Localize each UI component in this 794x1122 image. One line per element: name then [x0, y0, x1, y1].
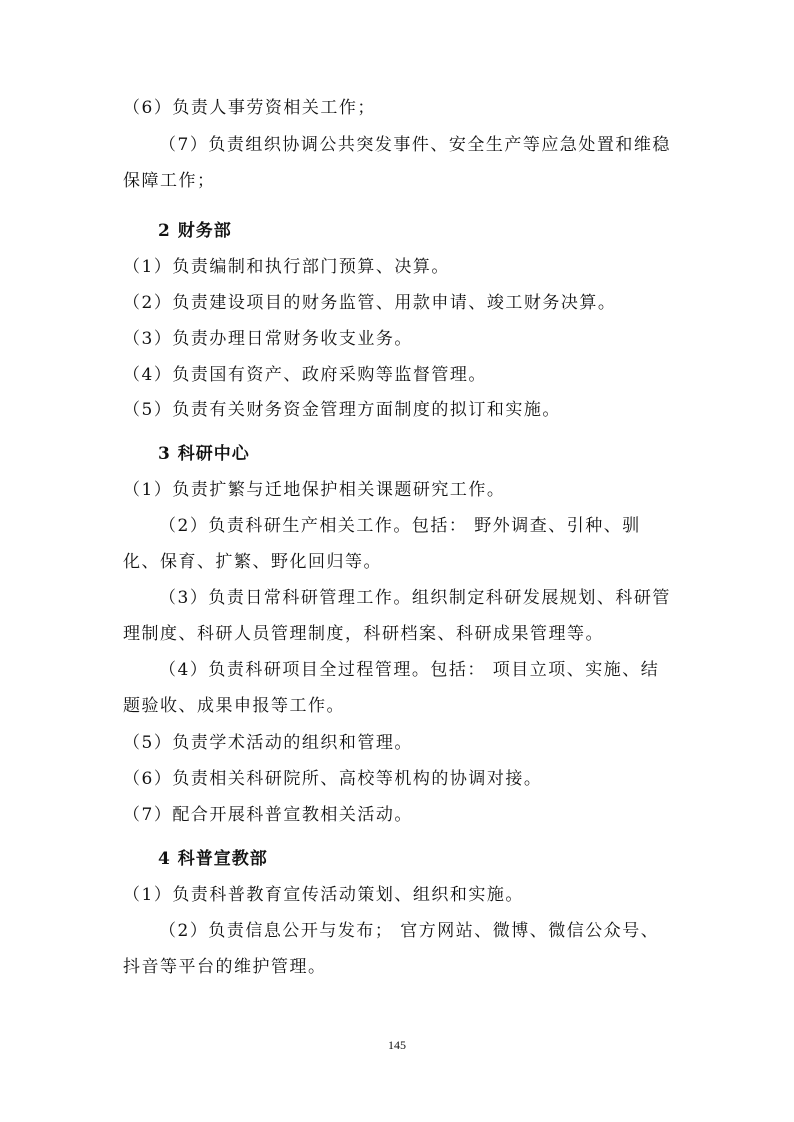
page-number: 145 — [388, 1038, 406, 1052]
duty-item: （1）负责科普教育宣传活动策划、组织和实施。 — [123, 885, 524, 905]
duty-item: （6）负责相关科研院所、高校等机构的协调对接。 — [123, 769, 543, 789]
section-heading-finance: 2 财务部 — [158, 221, 232, 241]
duty-item: （5）负责有关财务资金管理方面制度的拟订和实施。 — [123, 400, 561, 420]
duty-item: （4）负责科研项目全过程管理。包括： 项目立项、实施、结题验收、成果申报等工作。 — [123, 660, 660, 716]
duty-item: （7）负责组织协调公共突发事件、安全生产等应急处置和维稳保障工作； — [123, 135, 671, 191]
duty-item: （4）负责国有资产、政府采购等监督管理。 — [123, 365, 487, 385]
duty-item: （1）负责扩繁与迁地保护相关课题研究工作。 — [123, 480, 506, 500]
duty-item: （3）负责办理日常财务收支业务。 — [123, 329, 413, 349]
duty-item: （2）负责信息公开与发布； 官方网站、微博、微信公众号、抖音等平台的维护管理。 — [123, 921, 660, 977]
section-heading-outreach: 4 科普宣教部 — [158, 849, 268, 869]
duty-item: （3）负责日常科研管理工作。组织制定科研发展规划、科研管理制度、科研人员管理制度，科研档案、科研成果管理等。 — [123, 588, 671, 644]
duty-item: （7）配合开展科普宣教相关活动。 — [123, 805, 413, 825]
duty-item: （1）负责编制和执行部门预算、决算。 — [123, 257, 450, 277]
duty-item: （2）负责建设项目的财务监管、用款申请、竣工财务决算。 — [123, 293, 617, 313]
section-heading-research: 3 科研中心 — [158, 444, 250, 464]
duty-item: （6）负责人事劳资相关工作； — [123, 98, 376, 118]
duty-item: （5）负责学术活动的组织和管理。 — [123, 733, 413, 753]
duty-item: （2）负责科研生产相关工作。包括： 野外调查、引种、驯化、保育、扩繁、野化回归等。 — [123, 516, 641, 572]
